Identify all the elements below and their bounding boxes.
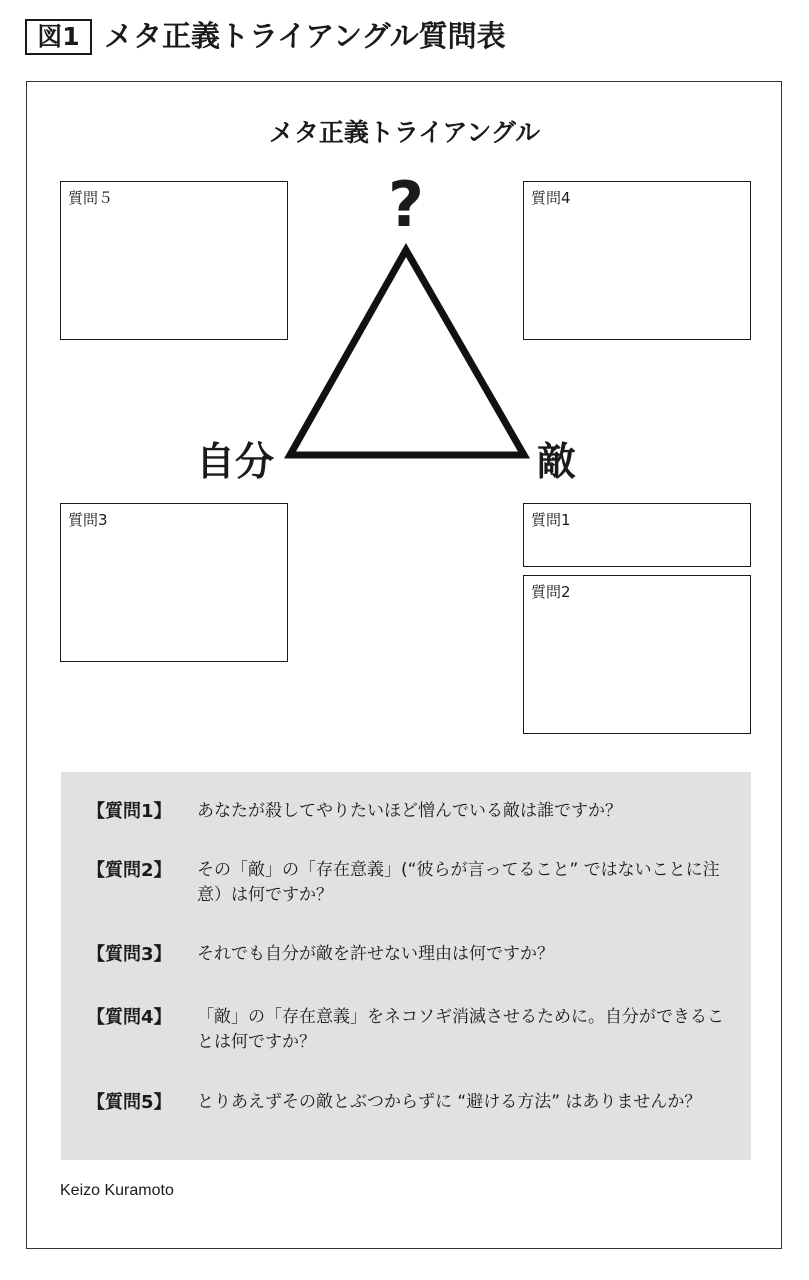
question-text: とりあえずその敵とぶつからずに “避ける方法” はありませんか？ (197, 1092, 702, 1112)
question-tag: 【質問5】 (87, 1092, 172, 1113)
diagram-heading: メタ正義トライアングル (268, 118, 541, 147)
question-tag: 【質問3】 (87, 944, 172, 965)
vertex-label-enemy: 敵 (537, 440, 577, 485)
figure-label: 図1 (25, 19, 92, 55)
question-box-label: 質問５ (68, 189, 114, 207)
question-box-label: 質問2 (531, 583, 571, 601)
vertex-label-self: 自分 (196, 440, 275, 485)
question-tag: 【質問4】 (87, 1007, 172, 1028)
vertex-label-top: ? (388, 168, 424, 241)
question-text: その「敵」の「存在意義」(“彼らが言ってること” ではないことに注意）は何ですか？ (197, 860, 720, 905)
author-credit: Keizo Kuramoto (60, 1182, 174, 1199)
question-tag: 【質問1】 (87, 801, 172, 822)
question-box-label: 質問1 (531, 511, 571, 529)
questions-panel (61, 772, 751, 1160)
question-text: それでも自分が敵を許せない理由は何ですか？ (197, 944, 554, 964)
figure-title: メタ正義トライアングル質問表 (104, 19, 506, 53)
question-text: あなたが殺してやりたいほど憎んでいる敵は誰ですか？ (197, 801, 622, 821)
triangle-shape (290, 250, 524, 455)
question-box-label: 質問4 (531, 189, 571, 207)
question-box-label: 質問3 (68, 511, 108, 529)
question-tag: 【質問2】 (87, 860, 172, 881)
question-text: 「敵」の「存在意義」をネコソギ消滅させるために。自分ができることは何ですか？ (197, 1007, 724, 1052)
